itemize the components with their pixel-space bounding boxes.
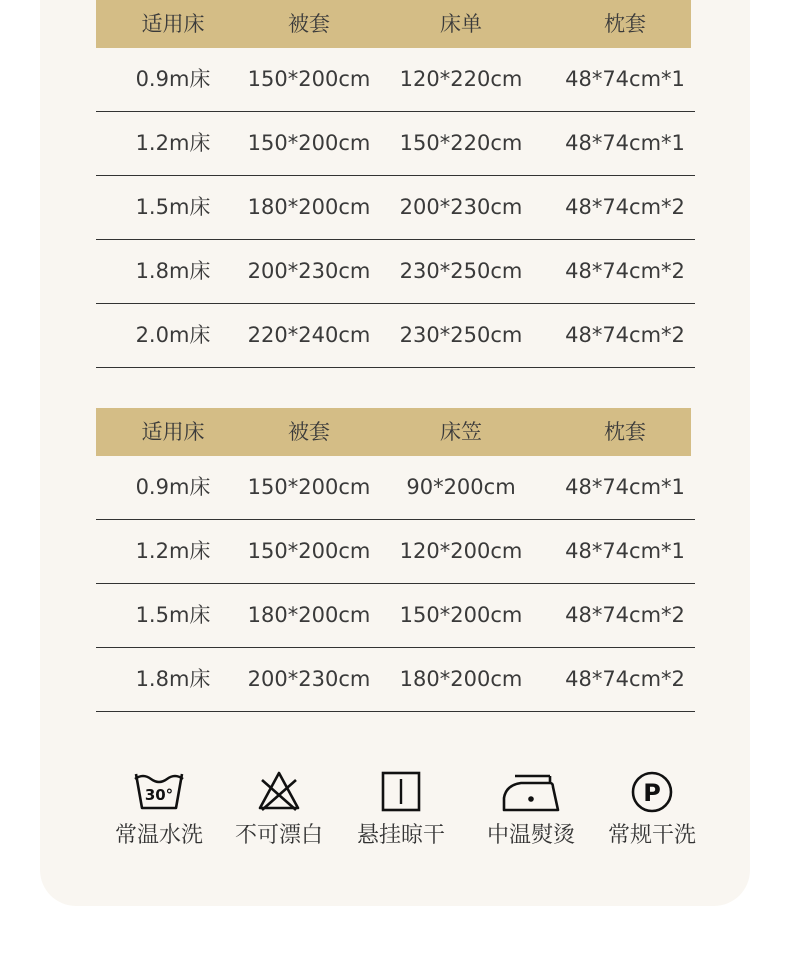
cell-bed-size: 1.8m床 xyxy=(135,259,211,283)
header-fitted-sheet: 床笠 xyxy=(440,420,482,444)
cell-duvet-cover: 200*230cm xyxy=(247,259,371,283)
header-duvet-cover: 被套 xyxy=(288,12,330,36)
cell-duvet-cover: 150*200cm xyxy=(247,131,371,155)
header-bed-sheet: 床单 xyxy=(440,12,482,36)
cell-duvet-cover: 150*200cm xyxy=(247,475,371,499)
cell-bed-size: 1.2m床 xyxy=(135,131,211,155)
care-item-wash xyxy=(94,768,224,849)
table-row xyxy=(96,240,695,304)
cell-pillowcase: 48*74cm*2 xyxy=(565,603,685,627)
cell-bed-size: 1.2m床 xyxy=(135,539,211,563)
wash-30-icon xyxy=(129,768,189,814)
iron-medium-icon xyxy=(501,768,561,814)
table-row xyxy=(96,456,695,520)
table-row xyxy=(96,304,695,368)
care-label-dry: 悬挂晾干 xyxy=(356,823,445,848)
cell-fitted-sheet: 120*200cm xyxy=(399,539,523,563)
table-header xyxy=(96,408,691,456)
header-duvet-cover: 被套 xyxy=(288,420,330,444)
header-pillowcase: 枕套 xyxy=(604,12,646,36)
cell-bed-size: 2.0m床 xyxy=(135,323,211,347)
table-row xyxy=(96,112,695,176)
size-table-fitted xyxy=(96,408,695,712)
cell-bed-sheet: 120*220cm xyxy=(399,67,523,91)
cell-pillowcase: 48*74cm*2 xyxy=(565,259,685,283)
cell-pillowcase: 48*74cm*1 xyxy=(565,475,685,499)
table-row xyxy=(96,584,695,648)
cell-pillowcase: 48*74cm*1 xyxy=(565,67,685,91)
cell-fitted-sheet: 150*200cm xyxy=(399,603,523,627)
hang-dry-icon xyxy=(371,768,431,814)
cell-duvet-cover: 180*200cm xyxy=(247,603,371,627)
no-bleach-icon xyxy=(249,768,309,814)
table-row xyxy=(96,48,695,112)
cell-pillowcase: 48*74cm*2 xyxy=(565,323,685,347)
care-label-wash: 常温水洗 xyxy=(114,823,203,848)
size-table-sheet xyxy=(96,0,695,368)
cell-bed-size: 0.9m床 xyxy=(135,67,211,91)
header-pillowcase: 枕套 xyxy=(604,420,646,444)
cell-bed-size: 1.5m床 xyxy=(135,603,211,627)
dry-clean-letter: P xyxy=(643,779,661,807)
table-header xyxy=(96,0,691,48)
cell-duvet-cover: 220*240cm xyxy=(247,323,371,347)
cell-pillowcase: 48*74cm*1 xyxy=(565,539,685,563)
dry-clean-icon xyxy=(622,768,682,814)
cell-bed-sheet: 230*250cm xyxy=(399,259,523,283)
table-row xyxy=(96,648,695,712)
care-item-iron xyxy=(466,768,596,849)
header-bed-size: 适用床 xyxy=(141,420,205,444)
cell-pillowcase: 48*74cm*2 xyxy=(565,195,685,219)
cell-pillowcase: 48*74cm*2 xyxy=(565,667,685,691)
wash-temperature: 30° xyxy=(144,786,174,804)
care-label-iron: 中温熨烫 xyxy=(486,823,575,848)
cell-fitted-sheet: 180*200cm xyxy=(399,667,523,691)
cell-bed-size: 1.5m床 xyxy=(135,195,211,219)
care-label-dryclean: 常规干洗 xyxy=(607,823,696,848)
table-row xyxy=(96,520,695,584)
care-item-dry xyxy=(336,768,466,849)
cell-duvet-cover: 150*200cm xyxy=(247,67,371,91)
cell-bed-sheet: 230*250cm xyxy=(399,323,523,347)
cell-bed-sheet: 200*230cm xyxy=(399,195,523,219)
cell-bed-sheet: 150*220cm xyxy=(399,131,523,155)
table-row xyxy=(96,176,695,240)
cell-duvet-cover: 200*230cm xyxy=(247,667,371,691)
cell-duvet-cover: 150*200cm xyxy=(247,539,371,563)
cell-bed-size: 1.8m床 xyxy=(135,667,211,691)
care-item-bleach xyxy=(214,768,344,849)
cell-duvet-cover: 180*200cm xyxy=(247,195,371,219)
care-item-dryclean xyxy=(587,768,717,849)
cell-bed-size: 0.9m床 xyxy=(135,475,211,499)
cell-fitted-sheet: 90*200cm xyxy=(406,475,516,499)
cell-pillowcase: 48*74cm*1 xyxy=(565,131,685,155)
care-label-bleach: 不可漂白 xyxy=(234,823,323,848)
header-bed-size: 适用床 xyxy=(141,12,205,36)
